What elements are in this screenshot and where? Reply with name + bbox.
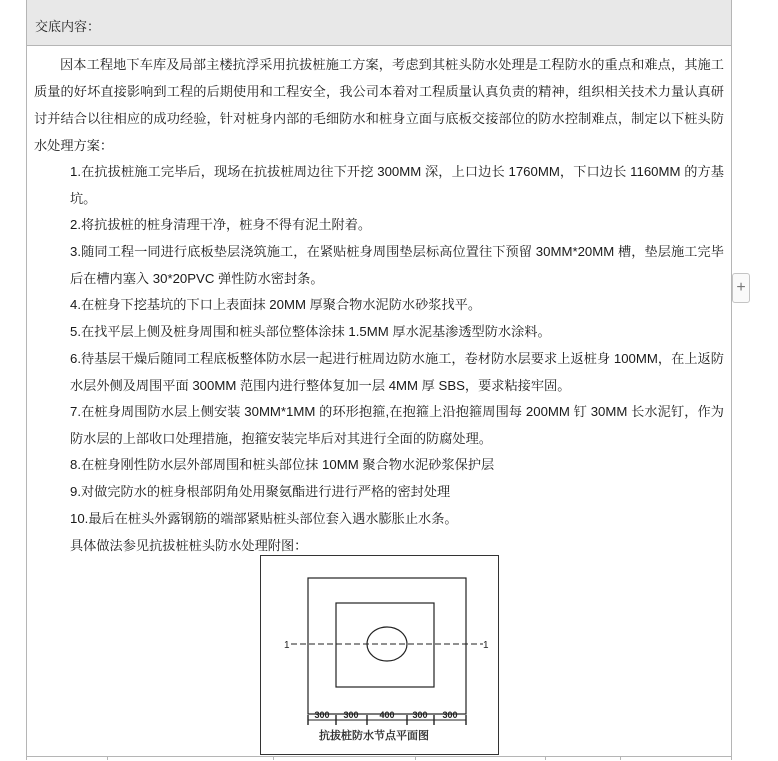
list-item: 7.在桩身周围防水层上侧安装 30MM*1MM 的环形抱箍,在抱箍上沿抱箍周围每 200MM 钉 30MM 长水泥钉，作为防水层的上部收口处理措施，抱箍安装完毕后对其进行全面的防腐处理。 [70, 404, 724, 446]
list-item: 10.最后在桩头外露钢筋的端部紧贴桩头部位套入遇水膨胀止水条。 [70, 511, 458, 526]
dimension-label: 400 [379, 710, 395, 720]
dimension-label: 300 [412, 710, 428, 720]
list-item: 5.在找平层上侧及桩身周围和桩头部位整体涂抹 1.5MM 厚水泥基渗透型防水涂料。 [70, 324, 551, 339]
figure-reference: 具体做法参见抗拔桩桩头防水处理附图： [70, 538, 308, 553]
list-item: 3.随同工程一同进行底板垫层浇筑施工，在紧贴桩身周围垫层标高位置往下预留 30MM*20MM 槽，垫层施工完毕后在槽内塞入 30*20PVC 弹性防水密封条。 [70, 244, 724, 286]
section-mark-left: 1 [284, 640, 290, 651]
dimension-label: 300 [314, 710, 330, 720]
pile-waterproof-plan-drawing [261, 556, 498, 754]
outer-pit-outline [308, 578, 466, 714]
header-cell [27, 0, 731, 46]
figure-image [260, 555, 499, 755]
list-item: 4.在桩身下挖基坑的下口上表面抹 20MM 厚聚合物水泥防水砂浆找平。 [70, 297, 482, 312]
list-item: 9.对做完防水的桩身根部阴角处用聚氨酯进行进行严格的密封处理 [70, 484, 451, 499]
list-item: 6.待基层干燥后随同工程底板整体防水层一起进行桩周边防水施工，卷材防水层要求上返桩身 100MM，在上返防水层外侧及周围平面 300MM 范围内进行整体复加一层 4MM 厚 SBS，要求粘接牢固。 [70, 351, 724, 393]
document-table-cell [26, 0, 732, 760]
list-item: 1.在抗拔桩施工完毕后，现场在抗拔桩周边往下开挖 300MM 深，上口边长 1760MM，下口边长 1160MM 的方基坑。 [70, 164, 724, 206]
list-item: 2.将抗拔桩的桩身清理干净，桩身不得有泥土附着。 [70, 217, 372, 232]
section-label: 交底内容： [35, 19, 101, 34]
dimension-label: 300 [343, 710, 359, 720]
list-item: 8.在桩身刚性防水层外部周围和桩头部位抹 10MM 聚合物水泥砂浆保护层 [70, 457, 495, 472]
section-mark-right: 1 [483, 640, 489, 651]
intro-paragraph: 因本工程地下车库及局部主楼抗浮采用抗拔桩施工方案，考虑到其桩头防水处理是工程防水的重点和难点，其施工质量的好坏直接影响到工程的后期使用和工程安全，我公司本着对工程质量认真负责的精神，组织相关技术力量认真研讨并结合以往相应的成功经验，针对桩身内部的毛细防水和桩身立面与底板交接部位的防水控制难点，制定以下桩头防水处理方案： [34, 57, 724, 153]
dimension-label: 300 [442, 710, 458, 720]
figure-caption: 抗拔桩防水节点平面图 [319, 729, 429, 742]
expand-button[interactable]: + [732, 273, 750, 303]
inner-pit-outline [336, 603, 434, 687]
table-row-divider [27, 756, 731, 761]
